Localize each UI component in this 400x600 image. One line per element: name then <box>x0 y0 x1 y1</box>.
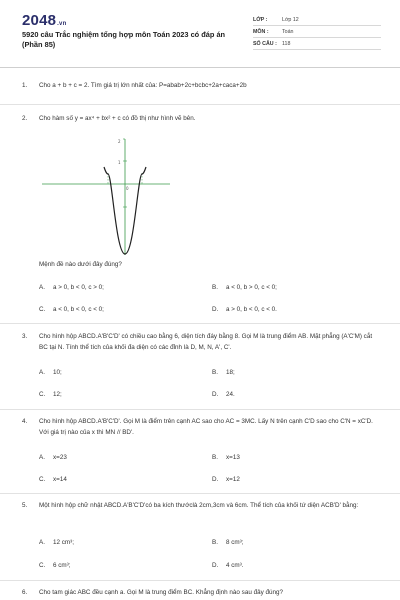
option-c[interactable]: C. 12; <box>39 391 62 398</box>
option-a[interactable]: A. 10; <box>39 369 62 376</box>
question-5 <box>22 501 382 512</box>
option-a[interactable]: A. a > 0, b < 0, c > 0; <box>39 284 104 291</box>
meta-subject-row: MÔN : Toán <box>253 27 381 38</box>
question-text: Cho hàm số y = ax⁴ + bx² + c có đồ thị như hình vẽ bên. <box>39 115 196 122</box>
document-header <box>0 0 400 64</box>
question-4 <box>22 417 382 438</box>
meta-count-row: SỐ CÂU : 118 <box>253 39 381 50</box>
question-6 <box>22 588 382 599</box>
meta-class-row: LỚP : Lớp 12 <box>253 15 381 26</box>
question-number: 1. <box>22 82 28 89</box>
question-number: 4. <box>22 418 28 425</box>
question-divider <box>0 493 400 494</box>
option-a[interactable]: A. x=23 <box>39 454 67 461</box>
document-meta <box>253 15 381 51</box>
question-divider <box>0 409 400 410</box>
origin-label: 0 <box>126 186 129 191</box>
question-number: 6. <box>22 589 28 596</box>
question-number: 5. <box>22 502 28 509</box>
option-d[interactable]: D. 24. <box>212 391 235 398</box>
question-2 <box>22 114 382 125</box>
question-3 <box>22 332 382 353</box>
option-c[interactable]: C. x=14 <box>39 476 67 483</box>
option-d[interactable]: D. a > 0, b < 0, c < 0. <box>212 306 277 313</box>
option-d[interactable]: D. x=12 <box>212 476 240 483</box>
option-b[interactable]: B. 8 cm³; <box>212 539 244 546</box>
option-b[interactable]: B. x=13 <box>212 454 240 461</box>
question-number: 2. <box>22 115 28 122</box>
option-b[interactable]: B. a < 0, b > 0, c < 0; <box>212 284 277 291</box>
y-tick-label: 2 <box>118 139 121 144</box>
question-text: Cho a + b + c = 2. Tìm giá trị lớn nhất của: P=abab+2c+bcbc+2a+caca+2b <box>39 82 247 89</box>
y-tick-label: 1 <box>118 160 121 165</box>
question-divider <box>0 323 400 324</box>
question-text: Cho tam giác ABC đều cạnh a. Gọi M là trung điểm BC. Khẳng định nào sau đây đúng? <box>39 589 283 596</box>
document-title: 5920 câu Trắc nghiệm tổng hợp môn Toán 2023 có đáp án (Phần 85) <box>22 30 226 49</box>
question-divider <box>0 104 400 105</box>
question-text: Cho hình hộp ABCD.A'B'C'D'. Gọi M là điểm trên cạnh AC sao cho AC = 3MC. Lấy N trên cạnh C'D sao cho C'N = xC'D. Với giá trị nào của x thì MN // BD'. <box>39 418 373 436</box>
question-prompt: Mệnh đề nào dưới đây đúng? <box>39 261 122 268</box>
option-d[interactable]: D. 4 cm³. <box>212 562 244 569</box>
option-b[interactable]: B. 18; <box>212 369 235 376</box>
question-1 <box>22 81 382 92</box>
header-divider <box>0 67 400 68</box>
question-text: Cho hình hộp ABCD.A'B'C'D' có chiều cao bằng 6, diện tích đáy bằng 8. Gọi M là trung điểm AB. Mặt phẳng (A'C'M) cắt BC tại N. Tính thể tích của khối đa diện có các đỉnh là D, M, N, A', C'. <box>39 333 373 351</box>
function-graph <box>42 137 172 257</box>
option-a[interactable]: A. 12 cm³; <box>39 539 74 546</box>
site-logo[interactable]: 2048.vn <box>22 12 67 29</box>
question-text: Một hình hộp chữ nhật ABCD.A'B'C'D'có ba kích thướclà 2cm,3cm và 6cm. Thể tích của khối tứ diện ACB'D' bằng: <box>39 502 359 509</box>
option-c[interactable]: C. a < 0, b < 0, c < 0; <box>39 306 104 313</box>
question-number: 3. <box>22 333 28 340</box>
option-c[interactable]: C. 6 cm³; <box>39 562 71 569</box>
question-divider <box>0 580 400 581</box>
